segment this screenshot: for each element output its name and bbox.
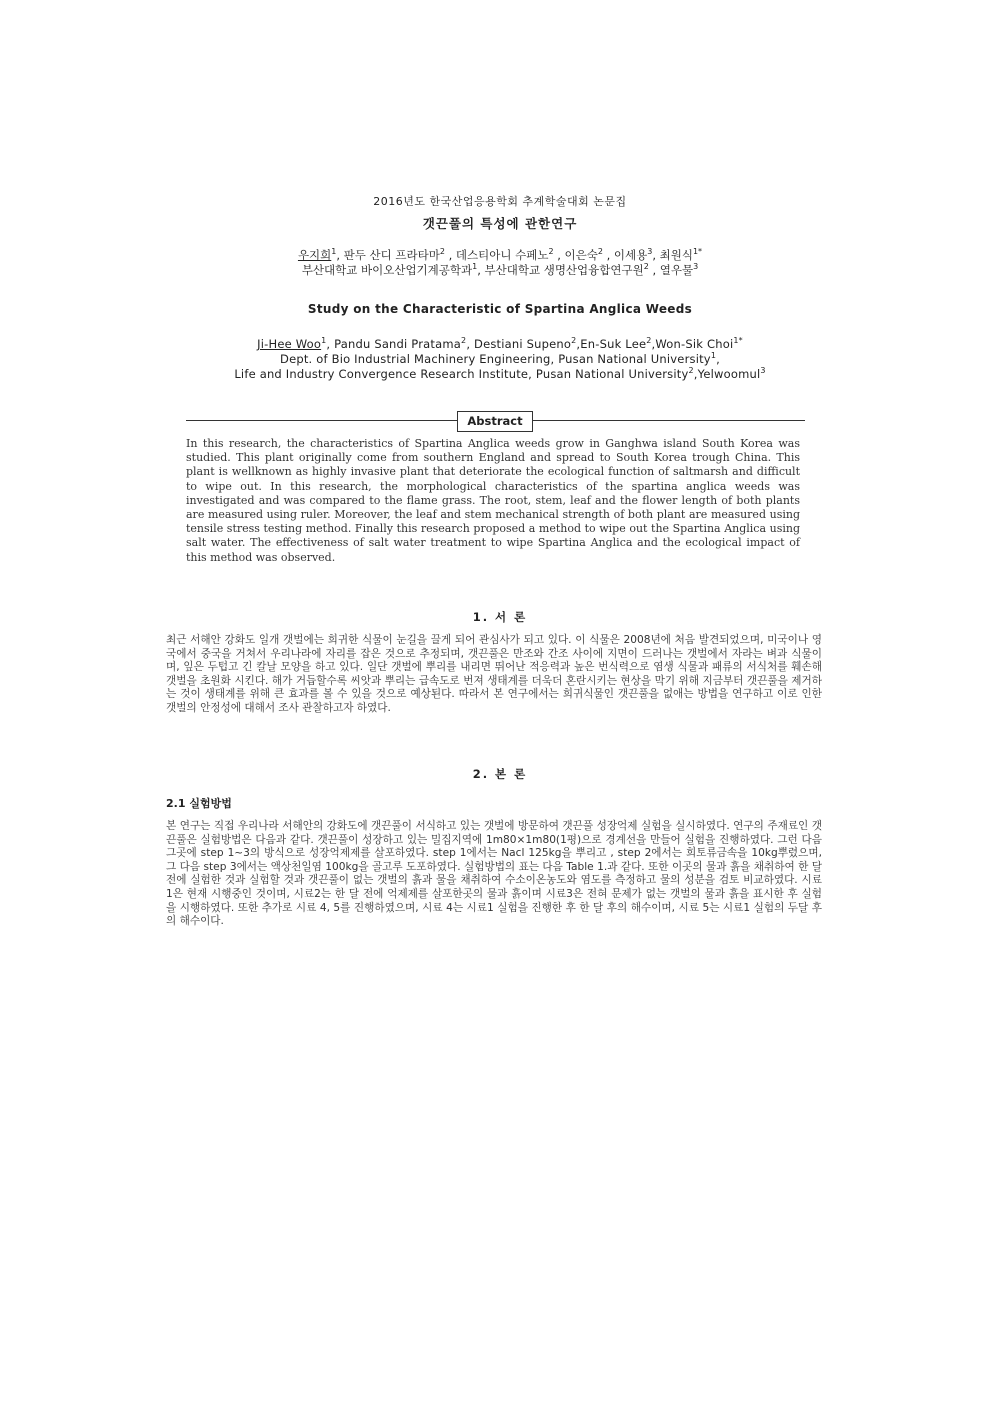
introduction-paragraph: 최근 서해안 강화도 일개 갯벌에는 희귀한 식물이 눈길을 끌게 되어 관심사가 되고 있다. 이 식물은 2008년에 처음 발견되었으며, 미국이나 영국에서 중국을 거쳐서 우리나라에 자리를 잡은 것으로 추정되며, 갯끈풀은 만조와 간조 사이에 지면이 드러나는 갯벌에서 자라는 벼과 식물이며, 잎은 두텁고 긴 칼날 모양을 하고 있다. 일단 갯벌에 뿌리를 내리면 뛰어난 적응력과 높은 번식력으로 염생 식물과 패류의 서식처를 훼손해 갯벌을 초원화 시킨다. 해가 거듭할수록 씨앗과 뿌리는 급속도로 번져 생태계를 더욱더 혼란시키는 현상을 막기 위해 지금부터 갯끈풀을 제거하는 것이 생태계를 위해 큰 효과를 볼 수 있을 것으로 예상된다. 따라서 본 연구에서는 희귀식물인 갯끈풀을 없애는 방법을 연구하고 이로 인한 갯벌의 안정성에 대해서 조사 관찰하고자 하였다. [166,634,822,714]
english-author-block [0,337,1000,382]
english-affiliation-1: Dept. of Bio Industrial Machinery Engineering, Pusan National University$^1$, [280,351,720,366]
korean-authors: 우지희$^1$, 판두 산디 프라타마$^2$ , 데스티아니 수페노$^2$ , 이은숙$^2$ , 이세용$^3$, 최원식$^{1*}$ [297,247,703,262]
korean-affiliations: 부산대학교 바이오산업기계공학과$^1$, 부산대학교 생명산업융합연구원$^2$ , 열우물$^3$ [301,262,699,277]
korean-title: 갯끈풀의 특성에 관한연구 [422,216,578,231]
korean-author-block [0,248,1000,278]
english-affiliation-2: Life and Industry Convergence Research Institute, Pusan National University$^2$,Yelwoomul$^3$ [234,366,766,381]
abstract-rule-left [186,420,457,421]
english-authors: Ji-Hee Woo$^1$, Pandu Sandi Pratama$^2$, Destiani Supeno$^2$,En-Suk Lee$^2$,Won-Sik Choi$^{1*}$ [257,336,743,351]
abstract-label: Abstract [457,411,533,432]
section-heading-body: 2. 본 론 [472,767,528,781]
conference-name: 2016년도 한국산업응용학회 추계학술대회 논문집 [373,195,627,208]
section-heading-introduction: 1. 서 론 [472,610,528,624]
abstract-text: In this research, the characteristics of Spartina Anglica weeds grow in Ganghwa island South Korea was studied. This plant originally come from southern England and spread to South Korea trough China. This plant is wellknown as highly invasive plant that deteriorate the ecological function of saltmarsh and difficult to wipe out. In this research, the morphological characteristics of the spartina anglica weeds was investigated and was compared to the flame grass. The root, stem, leaf and the flower length of both plants are measured using ruler. Moreover, the leaf and stem mechanical strength of both plant are measured using tensile stress testing method. Finally this research proposed a method to wipe out the Spartina Anglica using salt water. The effectiveness of salt water treatment to wipe Spartina Anglica and the ecological impact of this method was observed. [186,437,800,564]
method-paragraph: 본 연구는 직접 우리나라 서해안의 강화도에 갯끈풀이 서식하고 있는 갯벌에 방문하여 갯끈풀 성장억제 실험을 실시하였다. 연구의 주재료인 갯끈풀은 실험방법은 다음과 같다. 갯끈풀이 성장하고 있는 밀집지역에 1m80×1m80(1평)으로 경계선을 만들어 실험을 진행하였다. 그런 다음 그곳에 step 1~3의 방식으로 성장억제제를 살포하였다. step 1에서는 Nacl 125kg을 뿌리고 , step 2에서는 희토류금속을 10kg뿌렸으며, 그 다음 step 3에서는 액상천일염 100kg을 골고루 도포하였다. 실험방법의 표는 다음 Table 1.과 같다. 또한 이곳의 물과 흙을 채취하여 한 달 전에 실험한 것과 실험할 것과 갯끈풀이 없는 갯벌의 흙과 물을 채취하여 수소이온농도와 염도를 측정하고 물의 성분을 검토 비교하였다. 시료 1은 현재 시행중인 것이며, 시료2는 한 달 전에 억제제를 살포한곳의 물과 흙이며 시료3은 전혀 문제가 없는 갯벌의 물과 흙을 표시한 후 실험을 시행하였다. 또한 추가로 시료 4, 5를 진행하였으며, 시료 4는 시료1 실험을 진행한 후 한 달 후의 해수이며, 시료 5는 시료1 실험의 두달 후의 해수이다. [166,820,822,928]
subsection-heading-method: 2.1 실험방법 [166,797,232,810]
english-title: Study on the Characteristic of Spartina Anglica Weeds [307,302,693,316]
korean-first-author: 우지희 [297,248,332,262]
abstract-rule-right [533,420,805,421]
english-first-author: Ji-Hee Woo [257,337,322,351]
